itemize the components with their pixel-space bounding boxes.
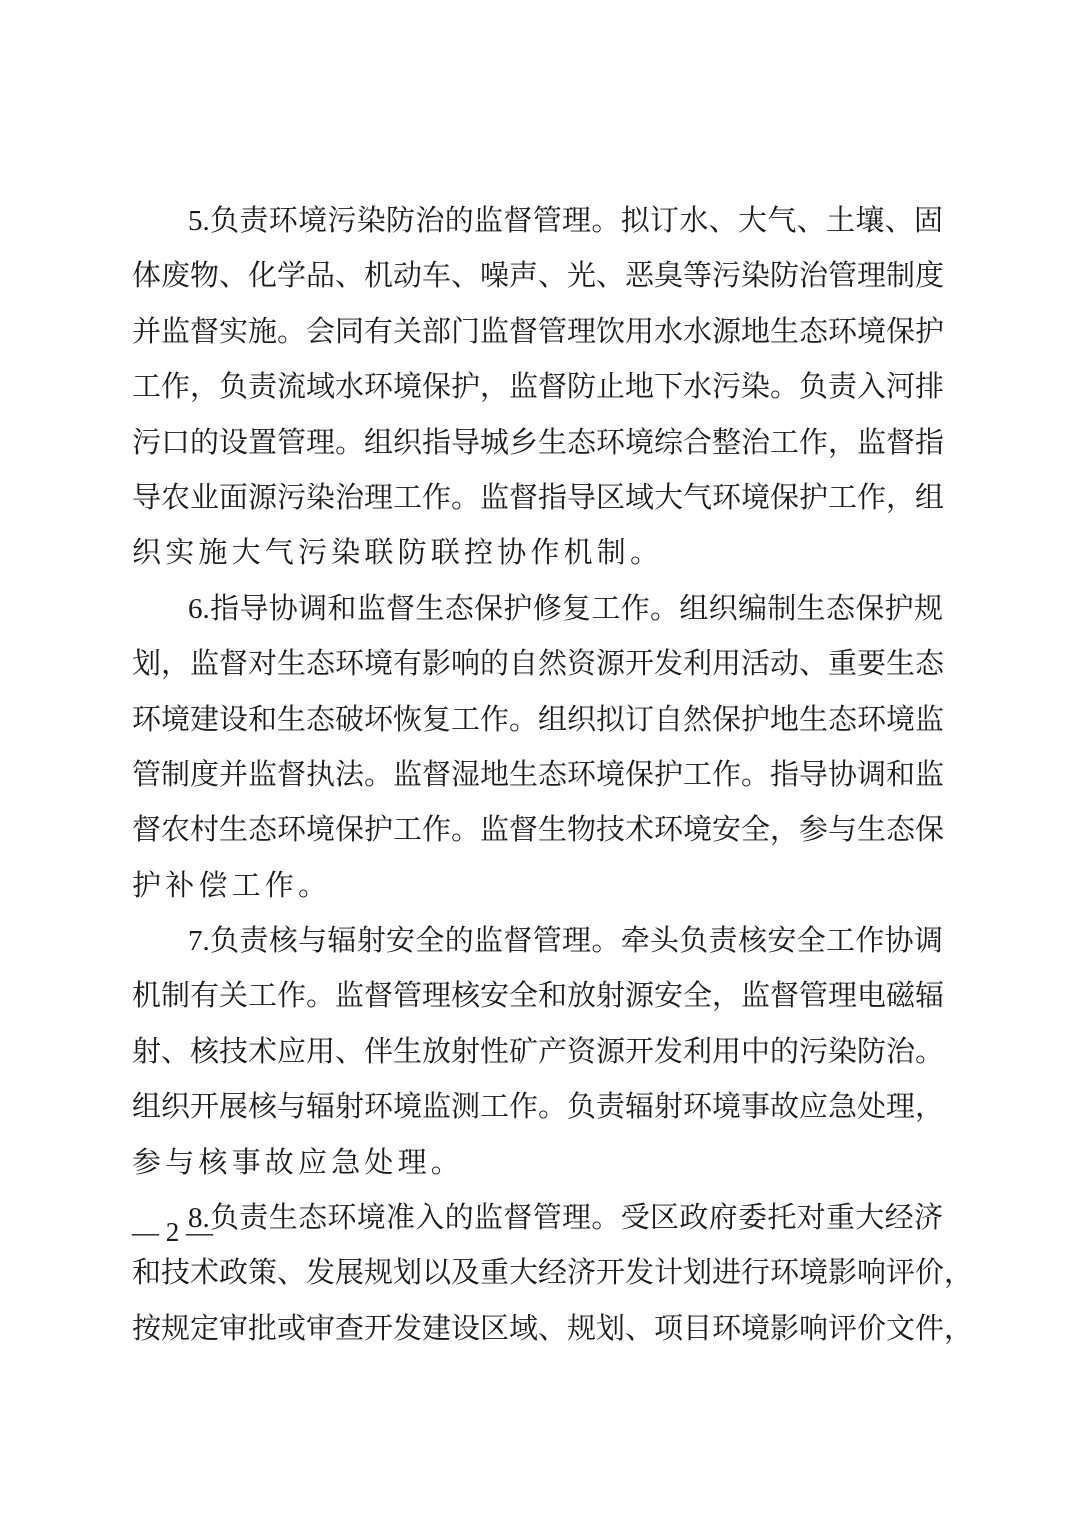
paragraph-line: 体废物、化学品、机动车、噪声、光、恶臭等污染防治管理制度	[132, 260, 945, 293]
paragraph	[132, 914, 943, 1191]
paragraph	[132, 1191, 974, 1357]
paragraph-line: 按规定审批或审查开发建设区域、规划、项目环境影响评价文件，	[132, 1312, 974, 1345]
paragraph-line: 护补偿工作。	[132, 869, 332, 902]
paragraph-line: 划，监督对生态环境有影响的自然资源开发利用活动、重要生态	[132, 648, 945, 681]
paragraph-line: 和技术政策、发展规划以及重大经济开发计划进行环境影响评价，	[132, 1257, 974, 1290]
paragraph-line: 织实施大气污染联防联控协作机制。	[132, 537, 664, 570]
paragraph-line: 6.指导协调和监督生态保护修复工作。组织编制生态保护规	[188, 592, 943, 625]
paragraph-line: 8.负责生态环境准入的监督管理。受区政府委托对重大经济	[188, 1202, 943, 1235]
paragraph-line: 参与核事故应急处理。	[132, 1146, 465, 1179]
paragraph-line: 射、核技术应用、伴生放射性矿产资源开发利用中的污染防治。	[132, 1035, 945, 1068]
paragraph-line: 并监督实施。会同有关部门监督管理饮用水水源地生态环境保护	[132, 315, 945, 348]
paragraph-line: 工作，负责流域水环境保护，监督防止地下水污染。负责入河排	[132, 371, 945, 404]
paragraph	[132, 194, 943, 582]
paragraph-line: 5.负责环境污染防治的监督管理。拟订水、大气、土壤、固	[188, 205, 943, 237]
paragraph-line: 组织开展核与辐射环境监测工作。负责辐射环境事故应急处理，	[132, 1091, 945, 1124]
paragraph-line: 污口的设置管理。组织指导城乡生态环境综合整治工作，监督指	[132, 426, 945, 459]
page-number: — 2 —	[132, 1217, 213, 1247]
paragraph-line: 7.负责核与辐射安全的监督管理。牵头负责核安全工作协调	[188, 925, 943, 958]
paragraph-line: 督农村生态环境保护工作。监督生物技术环境安全，参与生态保	[132, 814, 945, 847]
paragraph-line: 机制有关工作。监督管理核安全和放射源安全，监督管理电磁辐	[132, 980, 945, 1013]
paragraph-line: 导农业面源污染治理工作。监督指导区域大气环境保护工作，组	[132, 481, 945, 514]
paragraph-line: 管制度并监督执法。监督湿地生态环境保护工作。指导协调和监	[132, 758, 945, 791]
paragraph	[132, 582, 943, 914]
document-body	[132, 194, 974, 1357]
paragraph-line: 环境建设和生态破坏恢复工作。组织拟订自然保护地生态环境监	[132, 703, 945, 736]
